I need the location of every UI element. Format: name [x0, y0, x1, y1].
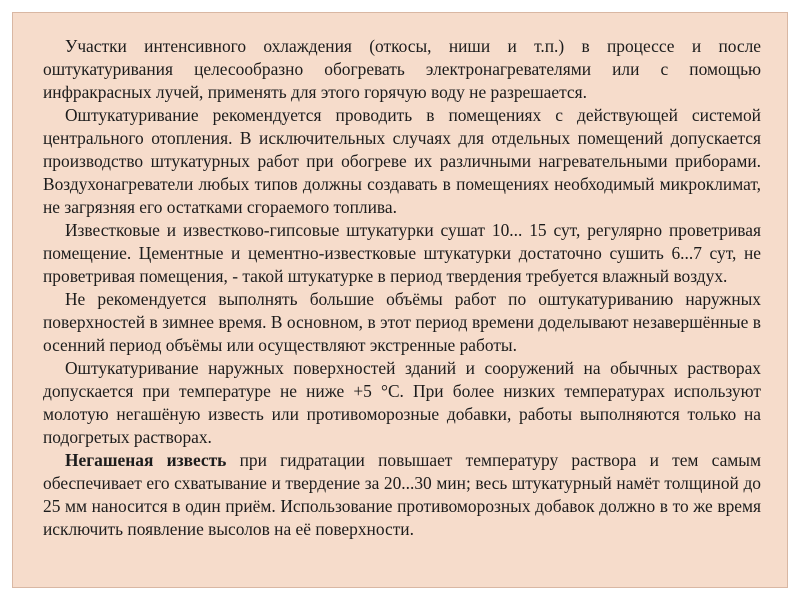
- paragraph-exterior-temperature: Оштукатуривание наружных поверхностей зданий и сооружений на обычных растворах допускается при температуре не ниже +5 °С. При более низких температурах используют молотую негашёную известь или противоморозные добавки, работы выполняются только на подогретых растворах.: [43, 358, 761, 447]
- paragraph-heating-system: Оштукатуривание рекомендуется проводить в помещениях с действующей системой центрального отопления. В исключительных случаях для отдельных помещений допускается производство штукатурных работ при обогреве их различными нагревательными приборами. Воздухонагреватели любых типов должны создавать в помещениях необходимый микроклимат, не загрязняя его остатками сгораемого топлива.: [43, 105, 761, 217]
- paragraph-winter-works: Не рекомендуется выполнять большие объёмы работ по оштукатуриванию наружных поверхностей в зимнее время. В основном, в этот период времени доделывают незавершённые в осенний период объёмы или осуществляют экстренные работы.: [43, 289, 761, 355]
- paragraph-drying-time: Известковые и известково-гипсовые штукатурки сушат 10... 15 сут, регулярно проветривая помещение. Цементные и цементно-известковые штукатурки достаточно сушить 6...7 сут, не проветривая помещения, - такой штукатурке в период твердения требуется влажный воздух.: [43, 220, 761, 286]
- quicklime-description: при гидратации повышает температуру раствора и тем самым обеспечивает его схватывание и твердение за 20...30 мин; весь штукатурный намёт толщиной до 25 мм наносится в один приём. Использование противоморозных добавок должно в то же время исключить появление высолов на её поверхности.: [43, 450, 762, 539]
- paragraph-heating-cold-areas: Участки интенсивного охлаждения (откосы, ниши и т.п.) в процессе и после оштукатуривания целесообразно обогревать электронагревателями или с помощью инфракрасных лучей, применять для этого горячую воду не разрешается.: [43, 36, 761, 102]
- text-panel: [12, 12, 788, 588]
- paragraph-quicklime: [43, 449, 761, 541]
- term-quicklime: Негашеная известь: [65, 450, 227, 470]
